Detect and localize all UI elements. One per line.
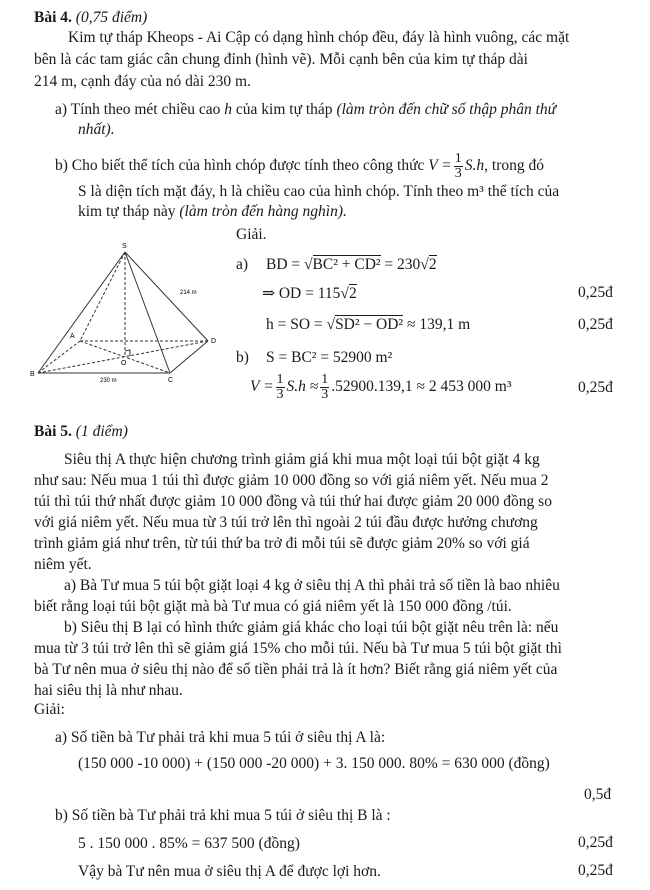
sol-a-l1-right: = 230 xyxy=(384,256,421,273)
bai4-intro-3: 214 m, cạnh đáy của nó dài 230 m. xyxy=(34,73,251,90)
bai5-conclusion-score: 0,25đ xyxy=(578,862,613,879)
qb-line3-note: (làm tròn đến hàng nghìn). xyxy=(179,203,347,220)
label-d: D xyxy=(211,338,217,345)
qb-fraction xyxy=(454,152,463,181)
label-c: C xyxy=(168,377,174,384)
bai4-points: (0,75 điểm) xyxy=(75,9,148,26)
bai5-para-2: như sau: Nếu mua 1 túi thì được giảm 10 000 đồng so với giá niêm yết. Nếu mua 2 xyxy=(34,472,549,489)
sol-b-num2: 1 xyxy=(321,372,329,387)
sol-b-den2: 3 xyxy=(321,387,329,402)
edge-length-label: 214 m xyxy=(180,290,197,296)
bai5-points: (1 điểm) xyxy=(75,423,128,440)
bai4-question-a-cont xyxy=(78,120,115,139)
edge-cd xyxy=(170,341,208,373)
label-a: A xyxy=(70,333,75,340)
label-o: O xyxy=(121,360,127,367)
qb-prefix: b) Cho biết thể tích của hình chóp được tính theo công thức xyxy=(55,157,429,175)
bai5-para-4: với giá niêm yết. Nếu mua từ 3 túi trở lên thì ngoài 2 túi đầu được hưởng chương xyxy=(34,514,538,531)
qb-frac-num: 1 xyxy=(454,151,462,166)
diag-bd xyxy=(38,341,208,373)
sol-a-line1: BD = √BC² + CD² = 230√2 xyxy=(266,256,437,273)
qa-prefix: a) Tính theo mét chiều cao xyxy=(55,101,225,118)
qb-line3-prefix: kim tự tháp này xyxy=(78,203,180,220)
sol-a-score-2: 0,25đ xyxy=(578,316,613,333)
edge-sd xyxy=(125,252,208,341)
sol-a-label: a) xyxy=(236,256,249,273)
bai4-heading: Bài 4. xyxy=(34,9,72,26)
edge-sa xyxy=(80,252,125,341)
sol-b-den1: 3 xyxy=(276,387,284,402)
bai5-sol-a-title: a) Số tiền bà Tư phải trả khi mua 5 túi ở siêu thị A là: xyxy=(55,729,386,746)
label-s: S xyxy=(122,243,127,250)
qa-var: h xyxy=(224,101,233,118)
qa-mid: của kim tự tháp xyxy=(232,101,337,118)
right-angle-mark xyxy=(125,350,130,356)
sol-a-line3: h = SO = √SD² − OD² ≈ 139,1 m xyxy=(266,316,471,333)
label-b: B xyxy=(30,371,35,378)
sol-b-v: V = xyxy=(250,378,274,396)
pyramid-figure xyxy=(30,240,230,390)
bai5-para-1: Siêu thị A thực hiện chương trình giảm giá khi mua một loại túi bột giặt 4 kg xyxy=(64,451,540,468)
bai5-conclusion: Vậy bà Tư nên mua ở siêu thị A để được lợi hơn. xyxy=(78,863,381,880)
bai5-heading: Bài 5. xyxy=(34,423,72,440)
sol-b-label: b) xyxy=(236,349,249,366)
sol-a-l2-left: ⇒ OD = 115 xyxy=(262,285,341,302)
edge-ba xyxy=(38,341,80,373)
bai4-question-b xyxy=(55,152,544,181)
bai5-qb-3: bà Tư nên mua ở siêu thị nào để số tiền phải trả là ít hơn? Biết rằng giá niêm yết của xyxy=(34,661,558,678)
bai5-sol-b-score: 0,25đ xyxy=(578,834,613,851)
qa-note2: nhất). xyxy=(78,121,115,138)
sol-b-line1: S = BC² = 52900 m² xyxy=(266,349,393,366)
sol-b-rest: .52900.139,1 ≈ 2 453 000 m³ xyxy=(331,378,512,396)
bai5-qb-2: mua từ 3 túi trở lên thì sẽ giảm giá 15% cho mỗi túi. Nếu bà Tư mua 5 túi bột giặt thì xyxy=(34,640,562,657)
bai5-para-6: niêm yết. xyxy=(34,556,92,573)
sol-a-l3-left: h = SO = xyxy=(266,316,323,333)
bai4-question-b-2: S là diện tích mặt đáy, h là chiều cao của hình chóp. Tính theo m³ thể tích của xyxy=(78,183,560,200)
bai5-para-5: trình giảm giá như trên, từ túi thứ ba trở đi mỗi túi sẽ được giảm 20% so với giá xyxy=(34,535,530,552)
qa-note1: (làm tròn đến chữ số thập phân thứ xyxy=(336,101,557,118)
bai5-heading-line xyxy=(34,422,128,441)
bai5-para-3: túi thì túi thứ nhất được giảm 10 000 đồng và túi thứ hai được giảm 20 000 đồng so xyxy=(34,493,552,510)
bai4-giai: Giải. xyxy=(236,226,267,243)
qb-formula-rest: S.h, xyxy=(464,157,489,175)
sol-a-l1-sqrt2: 2 xyxy=(428,256,437,273)
bai5-sol-a-expr: (150 000 -10 000) + (150 000 -20 000) + 3. 150 000. 80% = 630 000 (đồng) xyxy=(78,755,550,772)
bai4-heading-line xyxy=(34,8,147,27)
qb-suffix: trong đó xyxy=(488,157,544,175)
bai4-intro-2: bên là các tam giác cân chung đỉnh (hình vẽ). Mỗi cạnh bên của kim tự tháp dài xyxy=(34,51,528,68)
bai5-qa-2: biết rằng loại túi bột giặt mà bà Tư mua có giá niêm yết là 150 000 đồng /túi. xyxy=(34,598,512,615)
sol-a-l1-sqrt: BC² + CD² xyxy=(312,256,381,273)
sol-a-line2: ⇒ OD = 115√2 xyxy=(262,285,357,302)
bai5-qb-4: hai siêu thị là như nhau. xyxy=(34,682,183,699)
bai5-sol-a-score: 0,5đ xyxy=(584,786,612,803)
sol-b-num1: 1 xyxy=(276,372,284,387)
sol-b-frac-1 xyxy=(276,373,285,402)
sol-b-line2 xyxy=(250,373,512,402)
bai4-question-b-3 xyxy=(78,202,347,221)
bai5-sol-b-title: b) Số tiền bà Tư phải trả khi mua 5 túi ở siêu thị B là : xyxy=(55,807,391,824)
sol-a-score-1: 0,25đ xyxy=(578,284,613,301)
qb-formula-v: V = xyxy=(428,157,452,175)
sol-b-frac-2 xyxy=(320,373,329,402)
bai5-qb-1: b) Siêu thị B lại có hình thức giảm giá khác cho loại túi bột giặt nêu trên là: nếu xyxy=(64,619,559,636)
edge-sb xyxy=(38,252,125,373)
diag-ac xyxy=(80,341,170,373)
bai5-qa-1: a) Bà Tư mua 5 túi bột giặt loại 4 kg ở siêu thị A thì phải trả số tiền là bao nhiêu xyxy=(64,577,560,594)
bai5-giai: Giải: xyxy=(34,701,65,718)
qb-frac-den: 3 xyxy=(454,166,462,181)
sol-a-l3-right: ≈ 139,1 m xyxy=(406,316,471,333)
sol-a-l2-sqrt: 2 xyxy=(348,285,357,302)
sol-a-l3-sqrt: SD² − OD² xyxy=(335,316,404,333)
bai4-intro-1: Kim tự tháp Kheops - Ai Cập có dạng hình chóp đều, đáy là hình vuông, các mặt xyxy=(68,29,570,46)
base-length-label: 230 m xyxy=(100,378,117,384)
sol-a-l1-left: BD = xyxy=(266,256,301,273)
bai4-question-a xyxy=(55,100,556,119)
sol-b-mid: S.h ≈ xyxy=(286,378,319,396)
bai5-sol-b-expr: 5 . 150 000 . 85% = 637 500 (đồng) xyxy=(78,835,300,852)
sol-b-score: 0,25đ xyxy=(578,379,613,396)
